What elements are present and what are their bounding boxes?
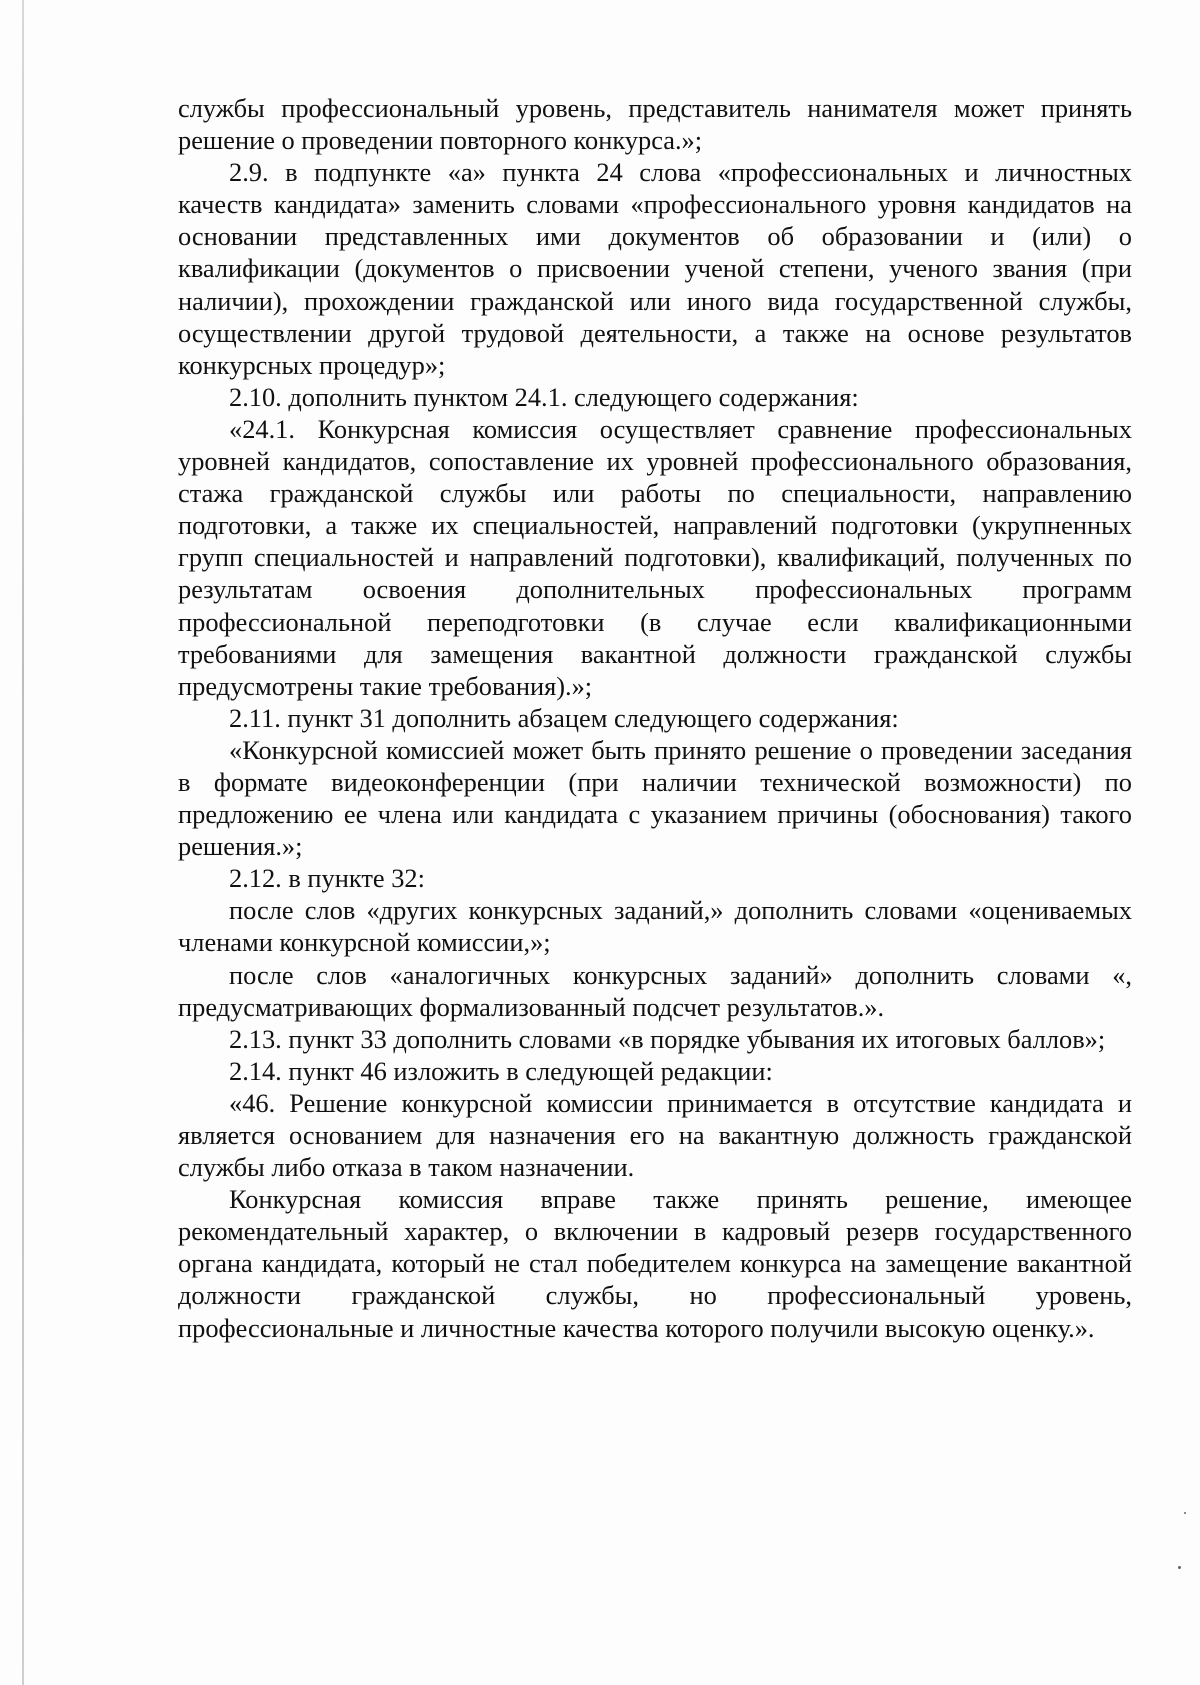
paragraph-continuation: службы профессиональный уровень, представитель нанимателя может принять решение о проведении повторного конкурса.»; bbox=[178, 93, 1132, 156]
scan-left-edge bbox=[22, 0, 24, 1685]
paragraph-2-14: 2.14. пункт 46 изложить в следующей редакции: bbox=[229, 1055, 773, 1086]
paragraph-2-12: 2.12. в пункте 32: bbox=[229, 863, 425, 894]
paragraph-2-10: 2.10. дополнить пунктом 24.1. следующего содержания: bbox=[229, 381, 859, 412]
paragraph-46-quote: «46. Решение конкурсной комиссии принимается в отсутствие кандидата и является основанием для назначения его на вакантную должность гражданской службы либо отказа в таком назначении. bbox=[178, 1087, 1132, 1183]
scan-speck bbox=[1178, 1566, 1181, 1569]
paragraph-46-second: Конкурсная комиссия вправе также принять решение, имеющее рекомендательный характер, о включении в кадровый резерв государственного органа кандидата, который не стал победителем конкурса на замещение вакантной должности гражданской службы, но профессиональный уровень, профессиональные и личностные качества которого получили высокую оценку.». bbox=[178, 1184, 1132, 1343]
scan-speck bbox=[1184, 1512, 1186, 1514]
paragraph-videoconference-quote: «Конкурсной комиссией может быть принято решение о проведении заседания в формате видеоконференции (при наличии технической возможности) по предложению ее члена или кандидата с указанием причины (обоснования) такого решения.»; bbox=[178, 734, 1132, 862]
paragraph-2-11: 2.11. пункт 31 дополнить абзацем следующего содержания: bbox=[229, 702, 899, 733]
paragraph-2-13: 2.13. пункт 33 дополнить словами «в порядке убывания их итоговых баллов»; bbox=[229, 1023, 1106, 1054]
document-body bbox=[178, 92, 1132, 1344]
paragraph-24-1-quote: «24.1. Конкурсная комиссия осуществляет сравнение профессиональных уровней кандидатов, сопоставление их уровней профессионального образования, стажа гражданской службы или работы по специальности, направлению подготовки, а также их специальностей, направлений подготовки (укрупненных групп специальностей и направлений подготовки), квалификаций, полученных по результатам освоения дополнительных профессиональных программ профессиональной переподготовки (в случае если квалификационными требованиями для замещения вакантной должности гражданской службы предусмотрены такие требования).»; bbox=[178, 413, 1132, 701]
paragraph-2-12-first-change: после слов «других конкурсных заданий,» дополнить словами «оцениваемых членами конкурсной комиссии,»; bbox=[178, 895, 1132, 958]
paragraph-2-9: 2.9. в подпункте «а» пункта 24 слова «профессиональных и личностных качеств кандидата» заменить словами «профессионального уровня кандидатов на основании представленных ими документов об образовании и (или) о квалификации (документов о присвоении ученой степени, ученого звания (при наличии), прохождении гражданской или иного вида государственной службы, осуществлении другой трудовой деятельности, а также на основе результатов конкурсных процедур»; bbox=[178, 157, 1132, 380]
paragraph-2-12-second-change: после слов «аналогичных конкурсных заданий» дополнить словами «, предусматривающих формализованный подсчет результатов.». bbox=[178, 959, 1132, 1022]
